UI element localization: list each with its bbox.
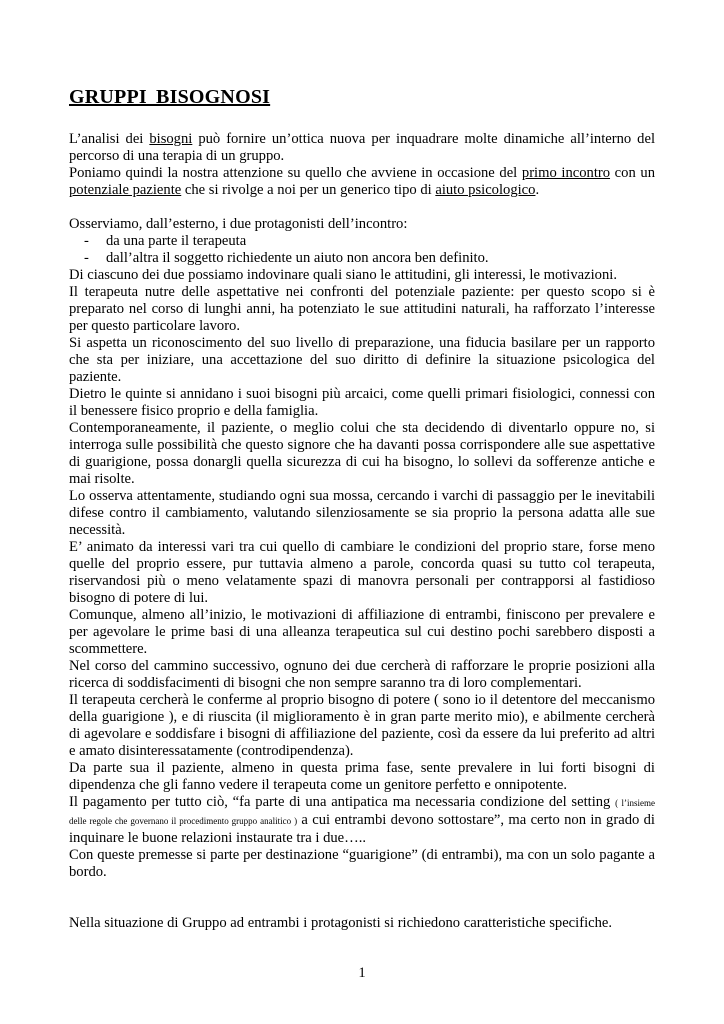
dash-bullet: -: [84, 233, 89, 249]
underlined-term-aiuto-psicologico: aiuto psicologico: [435, 182, 536, 198]
body-paragraph: Comunque, almeno all’inizio, le motivazioni di affiliazione di entrambi, finiscono per prevalere e per agevolare le prime basi di una alleanza terapeutica sul cui destino pochi sarebbero disposti a scommettere.: [69, 607, 655, 657]
body-paragraph: Nel corso del cammino successivo, ognuno dei due cercherà di rafforzare le proprie posizioni alla ricerca di soddisfacimenti di bisogni che non sempre saranno tra di loro complementari.: [69, 658, 655, 691]
text-run: che si rivolge a noi per un generico tipo di: [181, 182, 436, 198]
list-item-text: dall’altra il soggetto richiedente un aiuto non ancora ben definito.: [106, 250, 489, 266]
body-paragraph: Il terapeuta cercherà le conferme al proprio bisogno di potere ( sono io il detentore del meccanismo della guarigione ), e di riuscita (il miglioramento è in gran parte merito mio), e abilmente cercherà di agevolare e soddisfare i bisogni di affiliazione del paziente, così da essere da lui preferito ad altri e amato disinteressatamente (controdipendenza).: [69, 692, 655, 759]
intro-paragraph-2: [69, 165, 655, 199]
premises-paragraph: Con queste premesse si parte per destinazione “guarigione” (di entrambi), ma con un solo pagante a bordo.: [69, 847, 655, 880]
intro-paragraph-1: [69, 131, 655, 165]
text-run: con un: [610, 165, 655, 181]
document-title: GRUPPI BISOGNOSI: [69, 86, 271, 108]
page-number: 1: [358, 965, 366, 981]
body-paragraph: Si aspetta un riconoscimento del suo livello di preparazione, una fiducia basilare per un rapporto che sta per iniziare, una accettazione del suo diritto di definire la situazione psicologica del paziente.: [69, 335, 655, 385]
text-run: .: [535, 182, 540, 198]
body-paragraph: Da parte sua il paziente, almeno in questa prima fase, sente prevalere in lui forti bisogni di dipendenza che gli fanno vedere il terapeuta come un genitore perfetto e onnipotente.: [69, 760, 655, 793]
list-item: [69, 250, 655, 267]
observe-paragraph: Osserviamo, dall’esterno, i due protagonisti dell’incontro:: [69, 216, 408, 232]
underlined-term-potenziale-paziente: potenziale paziente: [69, 182, 182, 198]
underlined-term-primo-incontro: primo incontro: [521, 165, 611, 181]
body-paragraph: E’ animato da interessi vari tra cui quello di cambiare le condizioni del proprio stare, forse meno quelle del proprio essere, pur tuttavia almeno a parole, concorda quasi su tutto col terapeuta, riservandosi più o meno velatamente spazi di manovra personali per contrapporsi al fastidioso bisogno di potere di lui.: [69, 539, 655, 606]
small-note: ( l’insieme delle regole che governano il procedimento gruppo analitico ): [69, 798, 655, 826]
list-item-text: da una parte il terapeuta: [106, 233, 247, 249]
text-run: L’analisi dei: [69, 131, 150, 147]
document-body: [69, 131, 655, 932]
text-run: a cui entrambi devono sottostare”, ma certo non in grado di inquinare le buone relazioni instaurate tra i due…..: [69, 812, 655, 846]
body-paragraph: Di ciascuno dei due possiamo indovinare quali siano le attitudini, gli interessi, le motivazioni.: [69, 267, 617, 283]
text-run: può fornire un’ottica nuova per inquadrare molte dinamiche all’interno del percorso di una terapia di un gruppo.: [69, 131, 655, 164]
body-paragraph: Contemporaneamente, il paziente, o meglio colui che sta decidendo di diventarlo oppure no, si interroga sulle possibilità che questo signore che ha davanti possa corrispondere alle sue aspettative di guarigione, possa donargli quella sicurezza di cui ha bisogno, lo sollevi da sofferenze antiche e mai risolte.: [69, 420, 655, 487]
payment-paragraph: [69, 794, 655, 847]
body-paragraph: Lo osserva attentamente, studiando ogni sua mossa, cercando i varchi di passaggio per le inevitabili difese contro il cambiamento, valutando silenziosamente se sia proprio la persona adatta alle sue necessità.: [69, 488, 655, 538]
spacer: [69, 199, 655, 216]
body-paragraph: Dietro le quinte si annidano i suoi bisogni più arcaici, come quelli primari fisiologici, connessi con il benessere fisico proprio e della famiglia.: [69, 386, 655, 419]
text-run: Poniamo quindi la nostra attenzione su quello che avviene in occasione del: [69, 165, 522, 181]
text-run: Il pagamento per tutto ciò, “fa parte di una antipatica ma necessaria condizione del setting: [69, 794, 616, 810]
dash-bullet: -: [84, 250, 89, 266]
list-item: [69, 233, 655, 250]
spacer: [69, 881, 655, 915]
underlined-term-bisogni: bisogni: [149, 131, 193, 147]
closing-paragraph: Nella situazione di Gruppo ad entrambi i protagonisti si richiedono caratteristiche specifiche.: [69, 915, 613, 931]
body-paragraph: Il terapeuta nutre delle aspettative nei confronti del potenziale paziente: per questo scopo si è preparato nel corso di lunghi anni, ha potenziato le sue attitudini naturali, ha rafforzato l’interesse per questo particolare lavoro.: [69, 284, 655, 334]
